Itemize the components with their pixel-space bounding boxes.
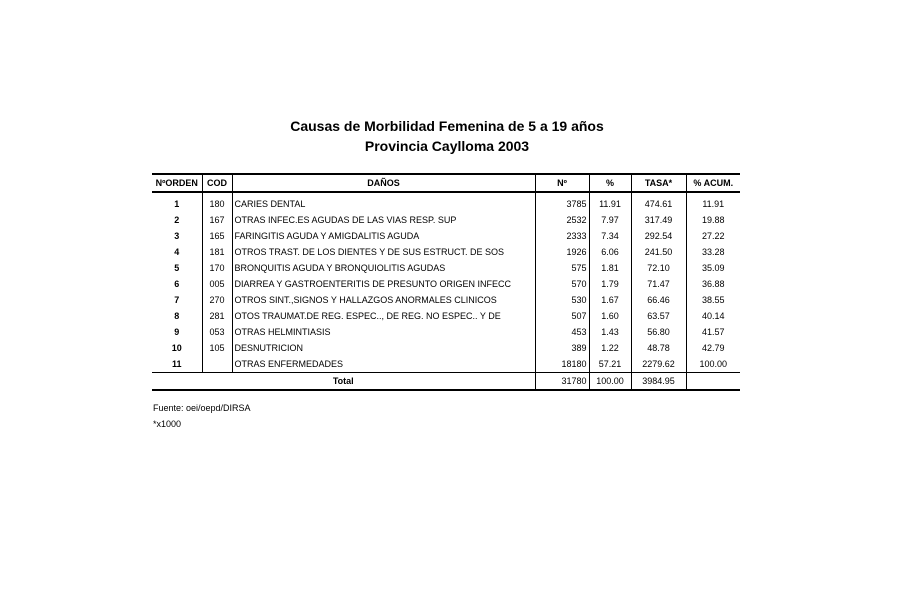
table-row [152, 244, 740, 260]
cell-tasa: 474.61 [631, 192, 686, 212]
header-acum: % ACUM. [686, 174, 740, 192]
cell-dano: OTROS SINT.,SIGNOS Y HALLAZGOS ANORMALES CLINICOS [232, 292, 535, 308]
cell-pct: 7.97 [589, 212, 631, 228]
cell-cod: 053 [202, 324, 232, 340]
cell-pct: 7.34 [589, 228, 631, 244]
cell-orden: 10 [171, 343, 182, 353]
total-n: 31780 [535, 373, 589, 391]
cell-acum: 42.79 [686, 340, 740, 356]
cell-tasa: 241.50 [631, 244, 686, 260]
cell-cod: 270 [202, 292, 232, 308]
cell-acum: 100.00 [686, 356, 740, 373]
cell-tasa: 56.80 [631, 324, 686, 340]
table-row [152, 276, 740, 292]
cell-pct: 11.91 [589, 192, 631, 212]
cell-pct: 6.06 [589, 244, 631, 260]
cell-tasa: 2279.62 [631, 356, 686, 373]
table-row [152, 308, 740, 324]
cell-n: 570 [535, 276, 589, 292]
cell-orden: 7 [174, 295, 180, 305]
cell-acum: 19.88 [686, 212, 740, 228]
cell-cod: 180 [202, 192, 232, 212]
cell-orden: 9 [174, 327, 180, 337]
cell-acum: 38.55 [686, 292, 740, 308]
cell-pct: 1.60 [589, 308, 631, 324]
cell-tasa: 48.78 [631, 340, 686, 356]
cell-acum: 27.22 [686, 228, 740, 244]
table-row [152, 356, 740, 373]
cell-tasa: 71.47 [631, 276, 686, 292]
cell-orden: 6 [174, 279, 180, 289]
rate-note: *x1000 [153, 419, 182, 429]
cell-cod: 167 [202, 212, 232, 228]
cell-cod: 281 [202, 308, 232, 324]
cell-acum: 41.57 [686, 324, 740, 340]
table-row [152, 260, 740, 276]
cell-n: 1926 [535, 244, 589, 260]
cell-orden: 8 [174, 311, 180, 321]
cell-cod [202, 356, 232, 373]
cell-dano: OTRAS ENFERMEDADES [232, 356, 535, 373]
cell-tasa: 72.10 [631, 260, 686, 276]
cell-pct: 1.67 [589, 292, 631, 308]
cell-dano: DIARREA Y GASTROENTERITIS DE PRESUNTO ORIGEN INFECC [232, 276, 535, 292]
cell-dano: OTOS TRAUMAT.DE REG. ESPEC.., DE REG. NO ESPEC.. Y DE [232, 308, 535, 324]
cell-tasa: 292.54 [631, 228, 686, 244]
cell-acum: 40.14 [686, 308, 740, 324]
cell-n: 2333 [535, 228, 589, 244]
cell-pct: 1.81 [589, 260, 631, 276]
cell-cod: 165 [202, 228, 232, 244]
cell-n: 2532 [535, 212, 589, 228]
total-acum [686, 373, 740, 391]
cell-orden: 5 [174, 263, 180, 273]
cell-n: 507 [535, 308, 589, 324]
total-row [152, 373, 740, 391]
table-row [152, 324, 740, 340]
cell-dano: FARINGITIS AGUDA Y AMIGDALITIS AGUDA [232, 228, 535, 244]
cell-pct: 1.22 [589, 340, 631, 356]
cell-orden: 3 [174, 231, 180, 241]
cell-n: 575 [535, 260, 589, 276]
cell-n: 389 [535, 340, 589, 356]
cell-cod: 105 [202, 340, 232, 356]
table-title: Causas de Morbilidad Femenina de 5 a 19 años [290, 118, 604, 134]
cell-tasa: 66.46 [631, 292, 686, 308]
table-row [152, 228, 740, 244]
cell-dano: OTRAS HELMINTIASIS [232, 324, 535, 340]
cell-tasa: 317.49 [631, 212, 686, 228]
cell-acum: 36.88 [686, 276, 740, 292]
cell-orden: 1 [174, 199, 180, 209]
header-row [152, 174, 740, 192]
cell-n: 18180 [535, 356, 589, 373]
cell-acum: 11.91 [686, 192, 740, 212]
header-danos: DAÑOS [232, 174, 535, 192]
cell-pct: 1.79 [589, 276, 631, 292]
total-pct: 100.00 [589, 373, 631, 391]
cell-n: 530 [535, 292, 589, 308]
cell-cod: 005 [202, 276, 232, 292]
morbidity-table [152, 173, 740, 391]
cell-dano: BRONQUITIS AGUDA Y BRONQUIOLITIS AGUDAS [232, 260, 535, 276]
cell-tasa: 63.57 [631, 308, 686, 324]
header-cod: COD [202, 174, 232, 192]
cell-orden: 2 [174, 215, 180, 225]
source-note: Fuente: oei/oepd/DIRSA [153, 403, 251, 413]
cell-acum: 35.09 [686, 260, 740, 276]
table-row [152, 292, 740, 308]
header-n: Nº [535, 174, 589, 192]
cell-dano: OTROS TRAST. DE LOS DIENTES Y DE SUS ESTRUCT. DE SOS [232, 244, 535, 260]
header-tasa: TASA* [631, 174, 686, 192]
header-orden: NºORDEN [152, 174, 202, 192]
cell-n: 453 [535, 324, 589, 340]
cell-acum: 33.28 [686, 244, 740, 260]
table-row [152, 192, 740, 212]
total-tasa: 3984.95 [631, 373, 686, 391]
table-subtitle: Provincia Caylloma 2003 [364, 138, 530, 154]
cell-cod: 181 [202, 244, 232, 260]
cell-pct: 1.43 [589, 324, 631, 340]
cell-orden: 4 [174, 247, 180, 257]
cell-orden: 11 [171, 359, 182, 369]
total-label: Total [152, 373, 535, 391]
header-pct: % [589, 174, 631, 192]
table-row [152, 212, 740, 228]
cell-dano: DESNUTRICION [232, 340, 535, 356]
cell-n: 3785 [535, 192, 589, 212]
cell-cod: 170 [202, 260, 232, 276]
cell-pct: 57.21 [589, 356, 631, 373]
table-row [152, 340, 740, 356]
cell-dano: OTRAS INFEC.ES AGUDAS DE LAS VIAS RESP. SUP [232, 212, 535, 228]
cell-dano: CARIES DENTAL [232, 192, 535, 212]
